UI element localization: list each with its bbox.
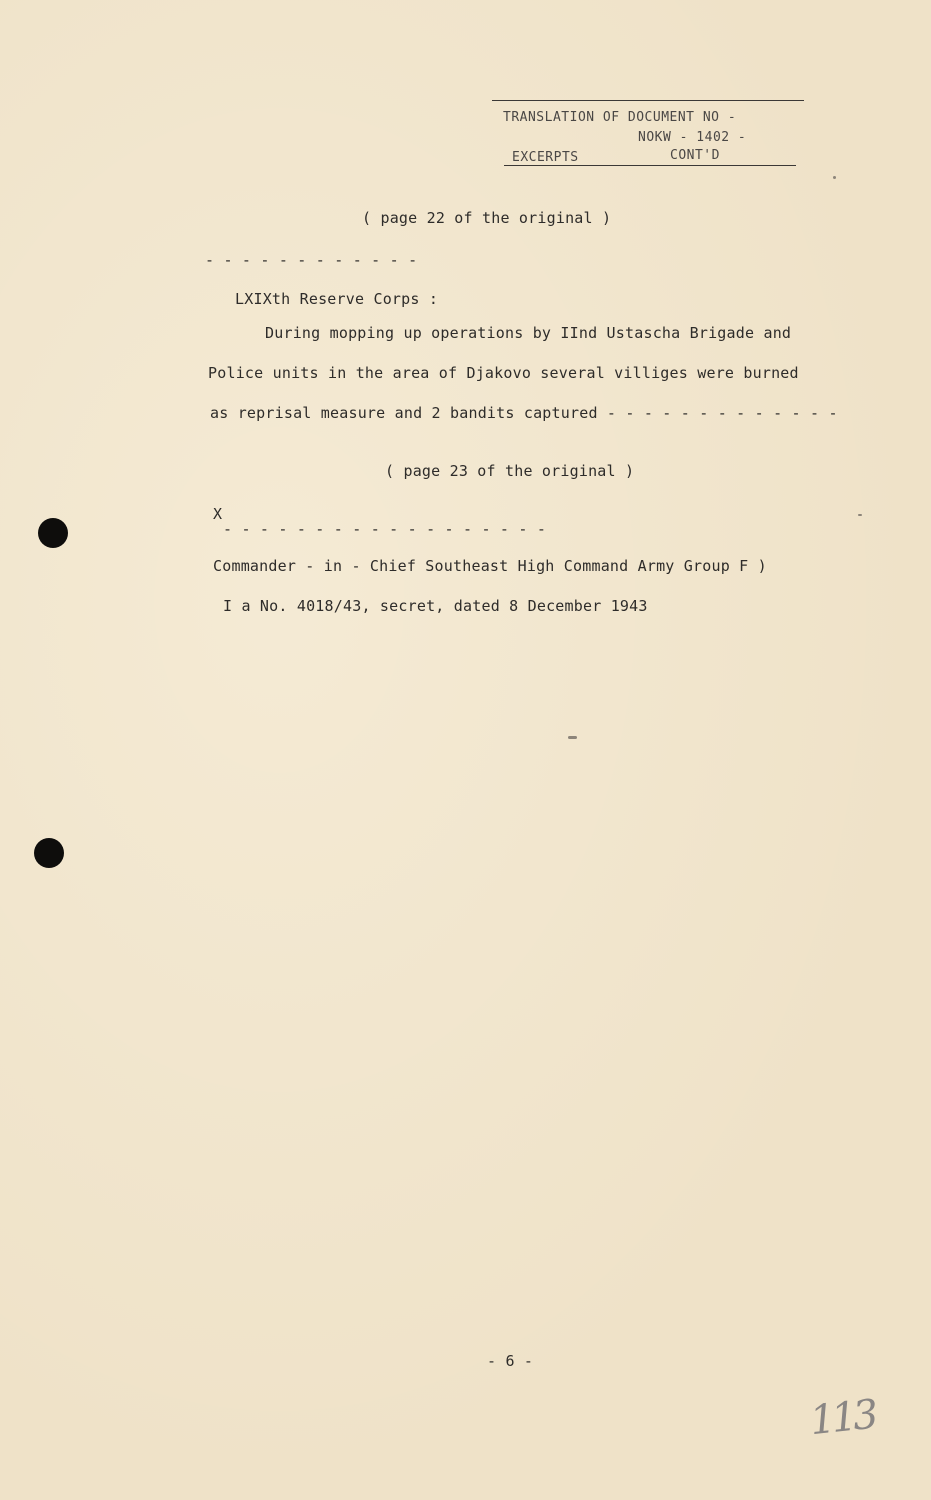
punch-hole-bottom [34,838,64,868]
section-marker-x: X [213,505,223,523]
header-document-number: NOKW - 1402 - [638,130,747,145]
command-line: Commander - in - Chief Southeast High Command Army Group F ) [213,557,767,575]
header-document-title: TRANSLATION OF DOCUMENT NO - [503,110,737,125]
header-top-rule [492,100,804,101]
page-reference-23: ( page 23 of the original ) [385,462,635,480]
paper-speck [833,176,836,179]
header-contd-label: CONT'D [670,148,720,163]
header-excerpts-label: EXCERPTS [512,150,579,165]
paper-speck [858,514,862,516]
paper-speck [568,736,577,739]
unit-heading: LXIXth Reserve Corps : [235,290,439,308]
body-paragraph-line-2: Police units in the area of Djakovo several villiges were burned [208,364,799,382]
section-divider-dashes: - - - - - - - - - - - - - - - - - - [223,520,547,538]
body-paragraph-line-3: as reprisal measure and 2 bandits captured - - - - - - - - - - - - - [210,404,838,422]
reference-line: I a No. 4018/43, secret, dated 8 December 1943 [223,597,648,615]
body-paragraph-line-1: During mopping up operations by IInd Ustascha Brigade and [265,324,792,342]
handwritten-folio-number: 113 [807,1391,877,1445]
section-divider-dashes: - - - - - - - - - - - - [205,251,418,269]
header-bottom-rule [504,165,796,166]
page-number: - 6 - [487,1352,534,1370]
punch-hole-top [38,518,68,548]
page-reference-22: ( page 22 of the original ) [362,209,612,227]
